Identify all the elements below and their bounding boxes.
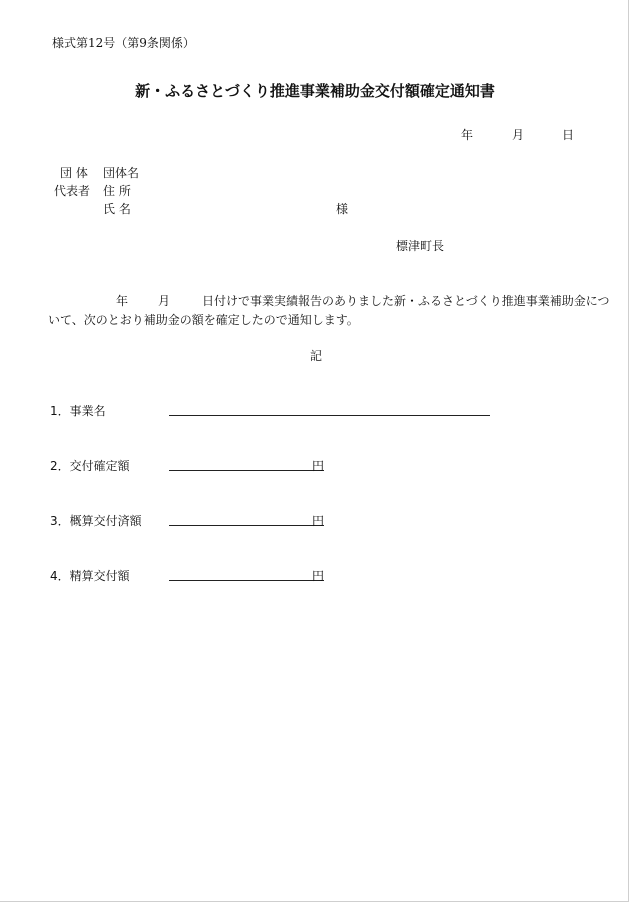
project-name-blank-line	[169, 415, 490, 416]
item-settlement-amount-label: 4．精算交付額	[50, 569, 130, 583]
representative-label: 代表者	[54, 184, 91, 198]
group-name-label: 団体名	[103, 166, 140, 180]
confirmed-amount-blank-line	[169, 470, 324, 471]
date-month: 月	[512, 128, 525, 142]
advance-paid-unit: 円	[312, 514, 325, 528]
item-confirmed-amount-label: 2．交付確定額	[50, 459, 130, 473]
address-label: 住 所	[103, 184, 131, 198]
name-label: 氏 名	[103, 202, 131, 216]
date-day: 日	[562, 128, 575, 142]
sender-title: 標津町長	[396, 239, 445, 253]
body-month: 月	[158, 294, 171, 308]
date-year: 年	[461, 128, 474, 142]
item-project-name-label: 1．事業名	[50, 404, 106, 418]
group-label: 団 体	[60, 166, 88, 180]
advance-paid-blank-line	[169, 525, 324, 526]
settlement-amount-blank-line	[169, 580, 324, 581]
confirmed-amount-unit: 円	[312, 459, 325, 473]
ki-heading: 記	[310, 349, 323, 363]
honorific: 様	[336, 202, 349, 216]
body-year: 年	[116, 294, 129, 308]
document-title: 新・ふるさとづくり推進事業補助金交付額確定通知書	[135, 82, 495, 100]
form-number: 様式第12号（第9条関係）	[52, 36, 195, 50]
body-line2: いて、次のとおり補助金の額を確定したので通知します。	[48, 313, 359, 327]
item-advance-paid-label: 3．概算交付済額	[50, 514, 142, 528]
settlement-amount-unit: 円	[312, 569, 325, 583]
body-line1: 日付けで事業実績報告のありました新・ふるさとづくり推進事業補助金につ	[202, 294, 610, 308]
